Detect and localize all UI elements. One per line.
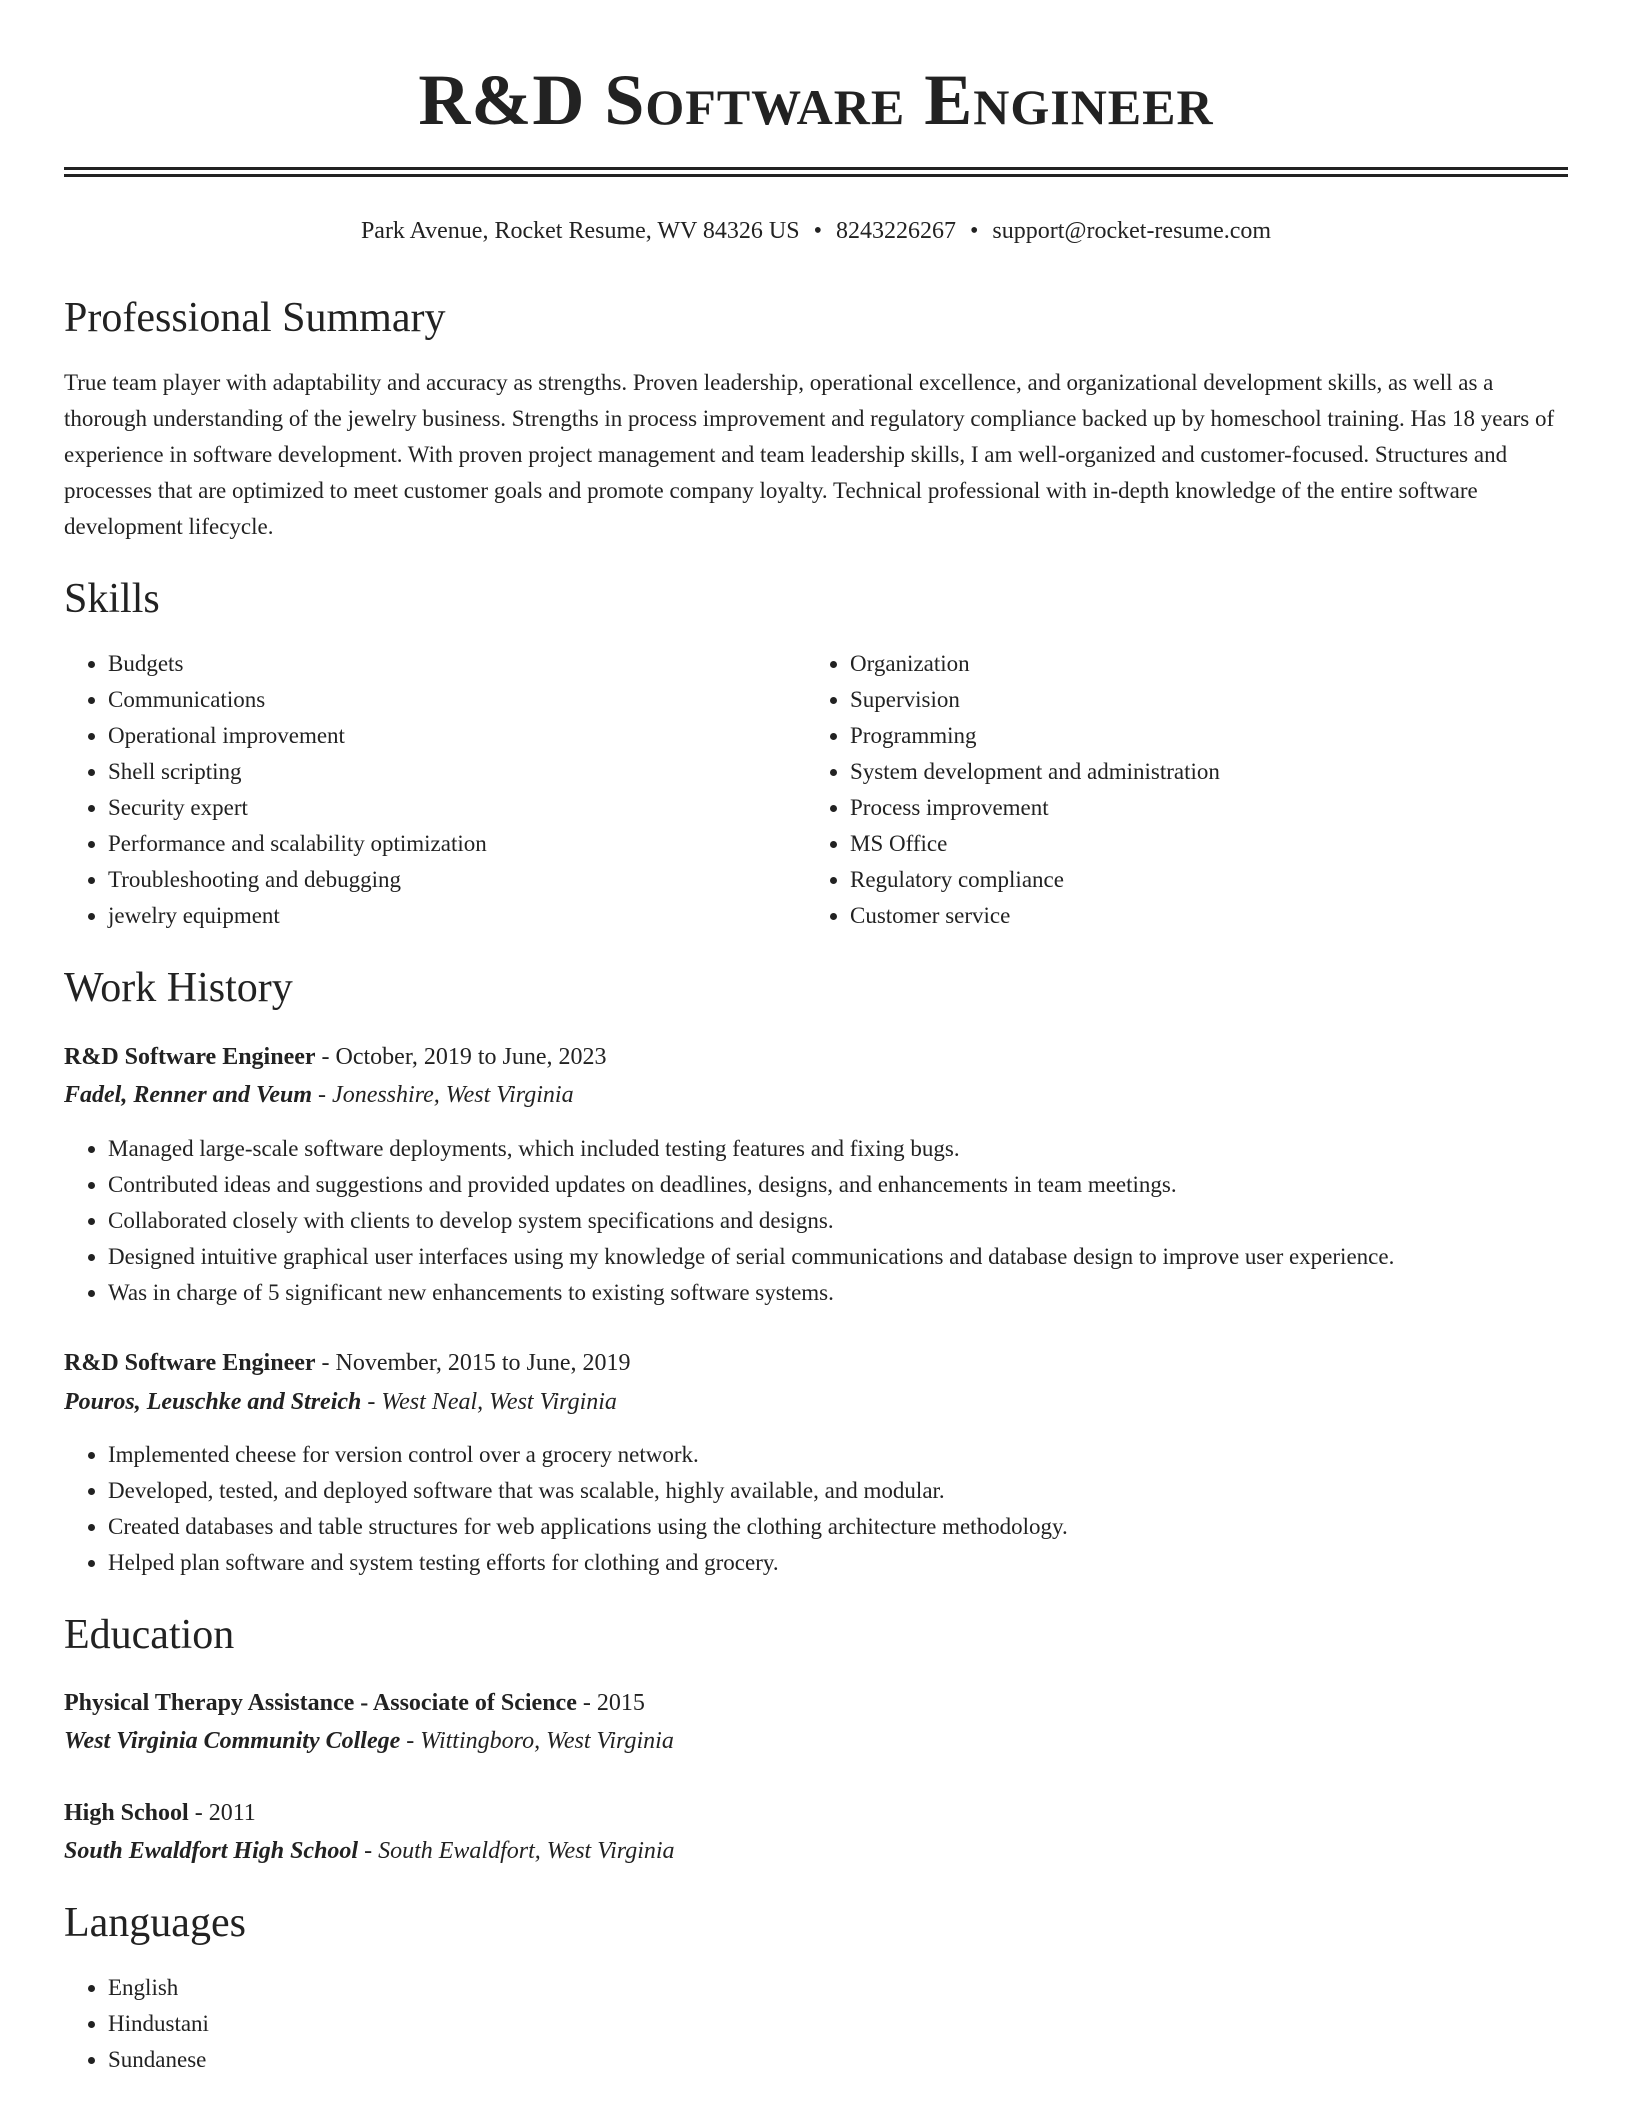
job-bullets (64, 1437, 1588, 1581)
education-school: South Ewaldfort High School (64, 1838, 359, 1864)
education-degree-line (64, 1684, 645, 1722)
skill-item: • MS Office (850, 826, 1570, 862)
title-divider-top (64, 167, 1568, 170)
job-location: - Jonesshire, West Virginia (312, 1082, 574, 1108)
education-school: West Virginia Community College (64, 1728, 401, 1754)
skills-list-right (806, 646, 1570, 934)
skill-item: • Process improvement (850, 790, 1570, 826)
job-bullet: • Was in charge of 5 significant new enhancements to existing software systems. (108, 1275, 1588, 1311)
education-year: - 2011 (188, 1800, 256, 1826)
skill-item: • Budgets (108, 646, 798, 682)
contact-line (64, 214, 1568, 248)
language-item: • Sundanese (108, 2042, 708, 2078)
job-location: - West Neal, West Virginia (361, 1389, 617, 1415)
skill-item: • Security expert (108, 790, 798, 826)
job-bullet: • Developed, tested, and deployed software that was scalable, highly available, and modular. (108, 1473, 1588, 1509)
education-location: - Wittingboro, West Virginia (400, 1728, 674, 1754)
skill-item: • Customer service (850, 898, 1570, 934)
resume-title: R&D Software Engineer (418, 60, 1214, 140)
job-bullets (64, 1131, 1588, 1311)
job-bullet: • Helped plan software and system testing efforts for clothing and grocery. (108, 1545, 1588, 1581)
skill-item: • jewelry equipment (108, 898, 798, 934)
languages-heading: Languages (64, 1900, 246, 1946)
work-history-heading: Work History (64, 965, 293, 1011)
job-bullet: • Created databases and table structures for web applications using the clothing architecture methodology. (108, 1509, 1588, 1545)
job-dates: - November, 2015 to June, 2019 (315, 1350, 631, 1376)
summary-heading: Professional Summary (64, 295, 446, 341)
skill-item: • Supervision (850, 682, 1570, 718)
job-bullet: • Designed intuitive graphical user interfaces using my knowledge of serial communications and database design to improve user experience. (108, 1239, 1588, 1275)
education-school-line (64, 1832, 675, 1870)
job-title: R&D Software Engineer (64, 1044, 316, 1070)
skill-item: • Performance and scalability optimization (108, 826, 798, 862)
contact-address: Park Avenue, Rocket Resume, WV 84326 US (360, 218, 800, 244)
skills-heading: Skills (64, 576, 160, 622)
language-item: • Hindustani (108, 2006, 708, 2042)
job-company: Pouros, Leuschke and Streich (64, 1389, 362, 1415)
skill-item: • Organization (850, 646, 1570, 682)
contact-phone: 8243226267 (835, 218, 956, 244)
education-location: - South Ewaldfort, West Virginia (358, 1838, 675, 1864)
skill-item: • Troubleshooting and debugging (108, 862, 798, 898)
education-heading: Education (64, 1612, 235, 1658)
skill-item: • System development and administration (850, 754, 1570, 790)
job-bullet: • Managed large-scale software deployments, which included testing features and fixing bugs. (108, 1131, 1588, 1167)
education-degree: Physical Therapy Assistance - Associate of Science (64, 1690, 577, 1716)
job-title: R&D Software Engineer (64, 1350, 316, 1376)
contact-separator: • (813, 218, 822, 244)
education-year: - 2015 (576, 1690, 645, 1716)
languages-list (64, 1970, 708, 2078)
skill-item: • Operational improvement (108, 718, 798, 754)
education-degree: High School (64, 1800, 189, 1826)
contact-separator: • (969, 218, 979, 244)
education-degree-line (64, 1794, 256, 1832)
skill-item: • Shell scripting (108, 754, 798, 790)
education-school-line (64, 1722, 674, 1760)
job-company: Fadel, Renner and Veum (64, 1082, 313, 1108)
skills-list-left (64, 646, 798, 934)
language-item: • English (108, 1970, 708, 2006)
title-divider-bottom (64, 174, 1568, 177)
job-bullet: • Implemented cheese for version control over a grocery network. (108, 1437, 1588, 1473)
skill-item: • Regulatory compliance (850, 862, 1570, 898)
contact-email: support@rocket-resume.com (992, 218, 1272, 244)
job-company-line (64, 1383, 617, 1421)
skill-item: • Communications (108, 682, 798, 718)
job-bullet: • Contributed ideas and suggestions and provided updates on deadlines, designs, and enhancements in team meetings. (108, 1167, 1588, 1203)
job-dates: - October, 2019 to June, 2023 (315, 1044, 607, 1070)
job-company-line (64, 1076, 574, 1114)
summary-text: True team player with adaptability and accuracy as strengths. Proven leadership, operational excellence, and organizational development skills, as well as a thorough understanding of the jewelry business. Strengths in process improvement and regulatory compliance backed up by homeschool training. Has 18 years of experience in software development. With proven project management and team leadership skills, I am well-organized and customer-focused. Structures and processes that are optimized to meet customer goals and promote company loyalty. Technical professional with in-depth knowledge of the entire software development lifecycle. (64, 370, 1555, 539)
job-bullet: • Collaborated closely with clients to develop system specifications and designs. (108, 1203, 1588, 1239)
job-title-line (64, 1038, 607, 1076)
job-title-line (64, 1344, 631, 1382)
skill-item: • Programming (850, 718, 1570, 754)
